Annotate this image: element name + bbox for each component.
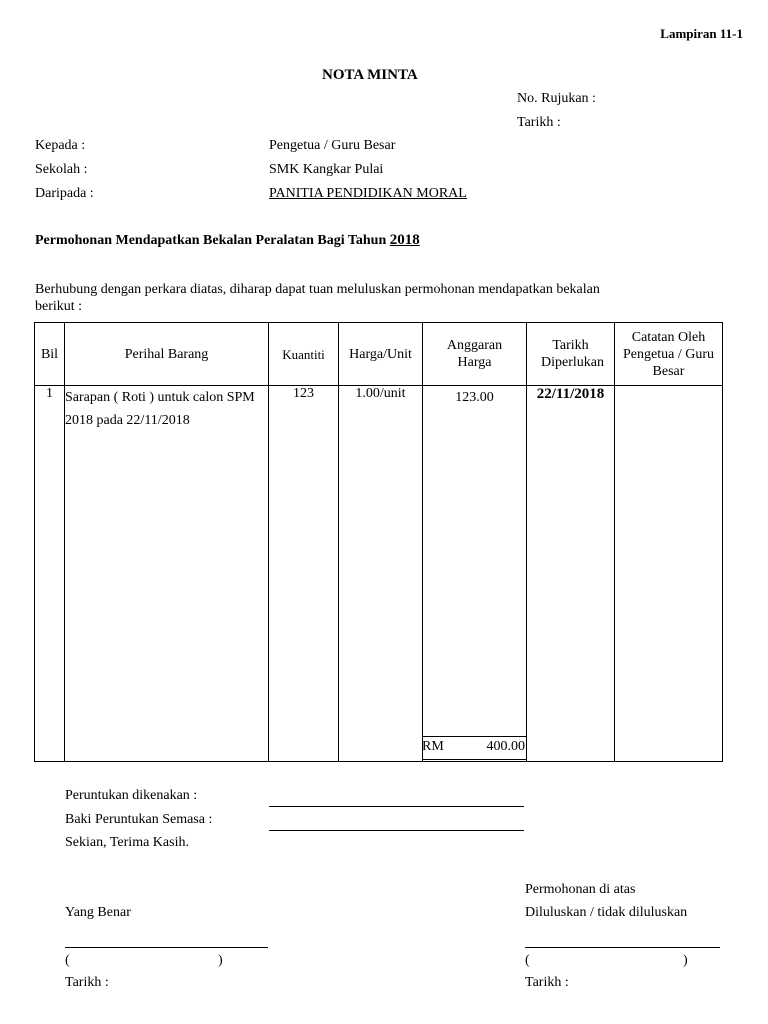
school-label: Sekolah : [35, 162, 88, 177]
cell-tarikh: 22/11/2018 [527, 386, 615, 762]
cell-harga: 1.00/unit [339, 386, 423, 762]
total-currency: RM [422, 739, 444, 754]
allocation-balance-label: Baki Peruntukan Semasa : [65, 812, 213, 827]
header-bil: Bil [35, 323, 65, 386]
to-value: Pengetua / Guru Besar [269, 138, 396, 153]
right-paren-close: ) [683, 953, 688, 968]
approval-label-2: Diluluskan / tidak diluluskan [525, 905, 688, 920]
left-date-label: Tarikh : [65, 975, 109, 990]
left-paren-open: ( [65, 953, 70, 968]
reference-label: No. Rujukan : [517, 91, 596, 106]
cell-kuantiti: 123 [269, 386, 339, 762]
date-label: Tarikh : [517, 115, 561, 130]
signature-right-line [525, 947, 720, 948]
allocation-charged-label: Peruntukan dikenakan : [65, 788, 198, 803]
closing-text: Sekian, Terima Kasih. [65, 835, 189, 850]
header-perihal: Perihal Barang [65, 323, 269, 386]
right-paren-open: ( [525, 953, 530, 968]
table-row [35, 386, 723, 762]
intro-line-2: berikut : [35, 299, 83, 314]
approval-label-1: Permohonan di atas [525, 882, 636, 897]
intro-line-1: Berhubung dengan perkara diatas, diharap dapat tuan meluluskan permohonan mendapatkan bekalan [35, 282, 600, 297]
attachment-label: Lampiran 11-1 [660, 26, 743, 41]
header-harga: Harga/Unit [339, 323, 423, 386]
right-date-label: Tarikh : [525, 975, 569, 990]
to-label: Kepada : [35, 138, 86, 153]
cell-anggaran-container [423, 386, 527, 762]
signature-left-line [65, 947, 268, 948]
document-title: NOTA MINTA [322, 67, 418, 83]
header-kuantiti: Kuantiti [269, 323, 339, 386]
from-value: PANITIA PENDIDIKAN MORAL [269, 186, 467, 201]
subject-text: Permohonan Mendapatkan Bekalan Peralatan Bagi Tahun [35, 233, 387, 248]
total-box [422, 736, 527, 762]
signature-left-label: Yang Benar [65, 905, 131, 920]
request-table [34, 322, 723, 762]
table-header-row [35, 323, 723, 386]
allocation-charged-line [269, 806, 524, 807]
header-catatan: Catatan Oleh Pengetua / Guru Besar [615, 323, 723, 386]
cell-bil: 1 [35, 386, 65, 762]
total-value: 400.00 [486, 739, 525, 754]
subject-year: 2018 [389, 232, 420, 248]
from-label: Daripada : [35, 186, 94, 201]
left-paren-close: ) [218, 953, 223, 968]
header-tarikh: Tarikh Diperlukan [527, 323, 615, 386]
cell-perihal: Sarapan ( Roti ) untuk calon SPM 2018 pada 22/11/2018 [65, 386, 269, 762]
cell-anggaran: 123.00 [455, 390, 494, 405]
header-anggaran: Anggaran Harga [423, 323, 527, 386]
allocation-balance-line [269, 830, 524, 831]
cell-catatan [615, 386, 723, 762]
subject-line [35, 232, 420, 249]
school-value: SMK Kangkar Pulai [269, 162, 384, 177]
